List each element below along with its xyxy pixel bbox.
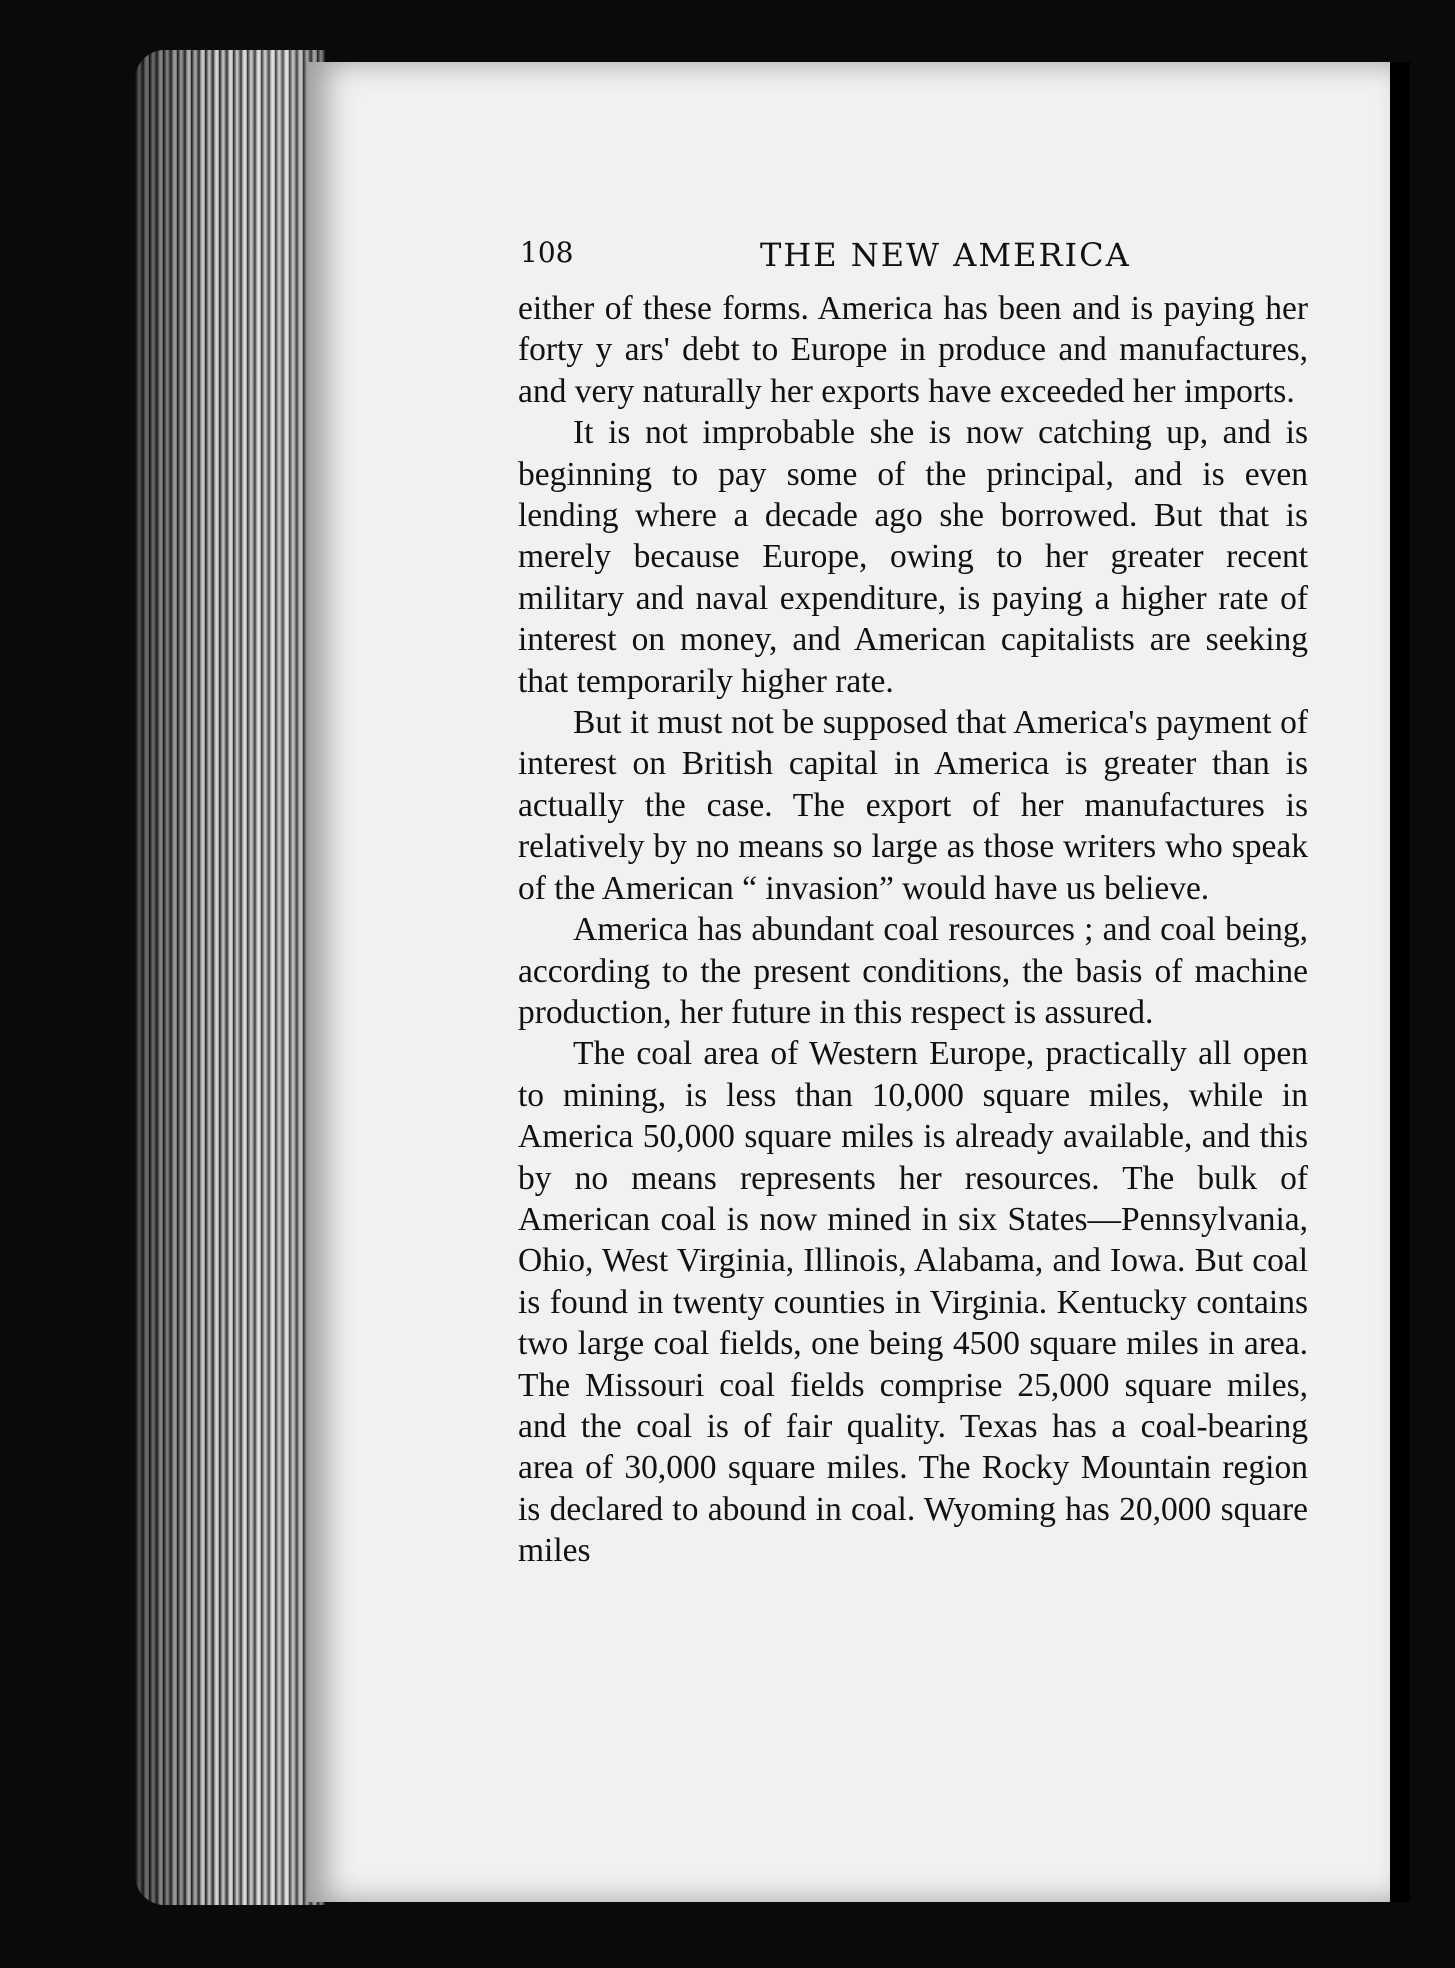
binding-shadow <box>1390 62 1410 1902</box>
paragraph: either of these forms. America has been and is paying her forty y ars' debt to Europe in produce and manufactures, and very naturally her exports have exceeded her imports. <box>518 290 1308 410</box>
body-text <box>518 288 1308 1572</box>
paragraph: America has abundant coal resources ; and coal being, according to the present conditions, the basis of machine production, her future in this respect is assured. <box>518 911 1308 1031</box>
paragraph: But it must not be supposed that America's payment of interest on British capital in America is greater than is actually the case. The export of her manufactures is relatively by no means so large as those writers who speak of the American “ invasion” would have us believe. <box>518 704 1308 907</box>
page-number: 108 <box>520 236 574 269</box>
paragraph: The coal area of Western Europe, practically all open to mining, is less than 10,000 square miles, while in America 50,000 square miles is already available, and this by no means represents her resources. The bulk of American coal is now mined in six States—Pennsylvania, Ohio, West Virginia, Illinois, Alabama, and Iowa. But coal is found in twenty counties in Virginia. Kentucky contains two large coal fields, one being 4500 square miles in area. The Missouri coal fields comprise 25,000 square miles, and the coal is of fair quality. Texas has a coal-bearing area of 30,000 square miles. The Rocky Mountain region is declared to abound in coal. Wyoming has 20,000 square miles <box>518 1035 1308 1570</box>
book-page-edges <box>135 50 325 1905</box>
running-title: THE NEW AMERICA <box>760 236 1131 274</box>
paragraph: It is not improbable she is now catching up, and is beginning to pay some of the principal, and is even lending where a decade ago she borrowed. But that is merely because Europe, owing to her greater recent military and naval expenditure, is paying a higher rate of interest on money, and American capitalists are seeking that temporarily higher rate. <box>518 414 1308 700</box>
